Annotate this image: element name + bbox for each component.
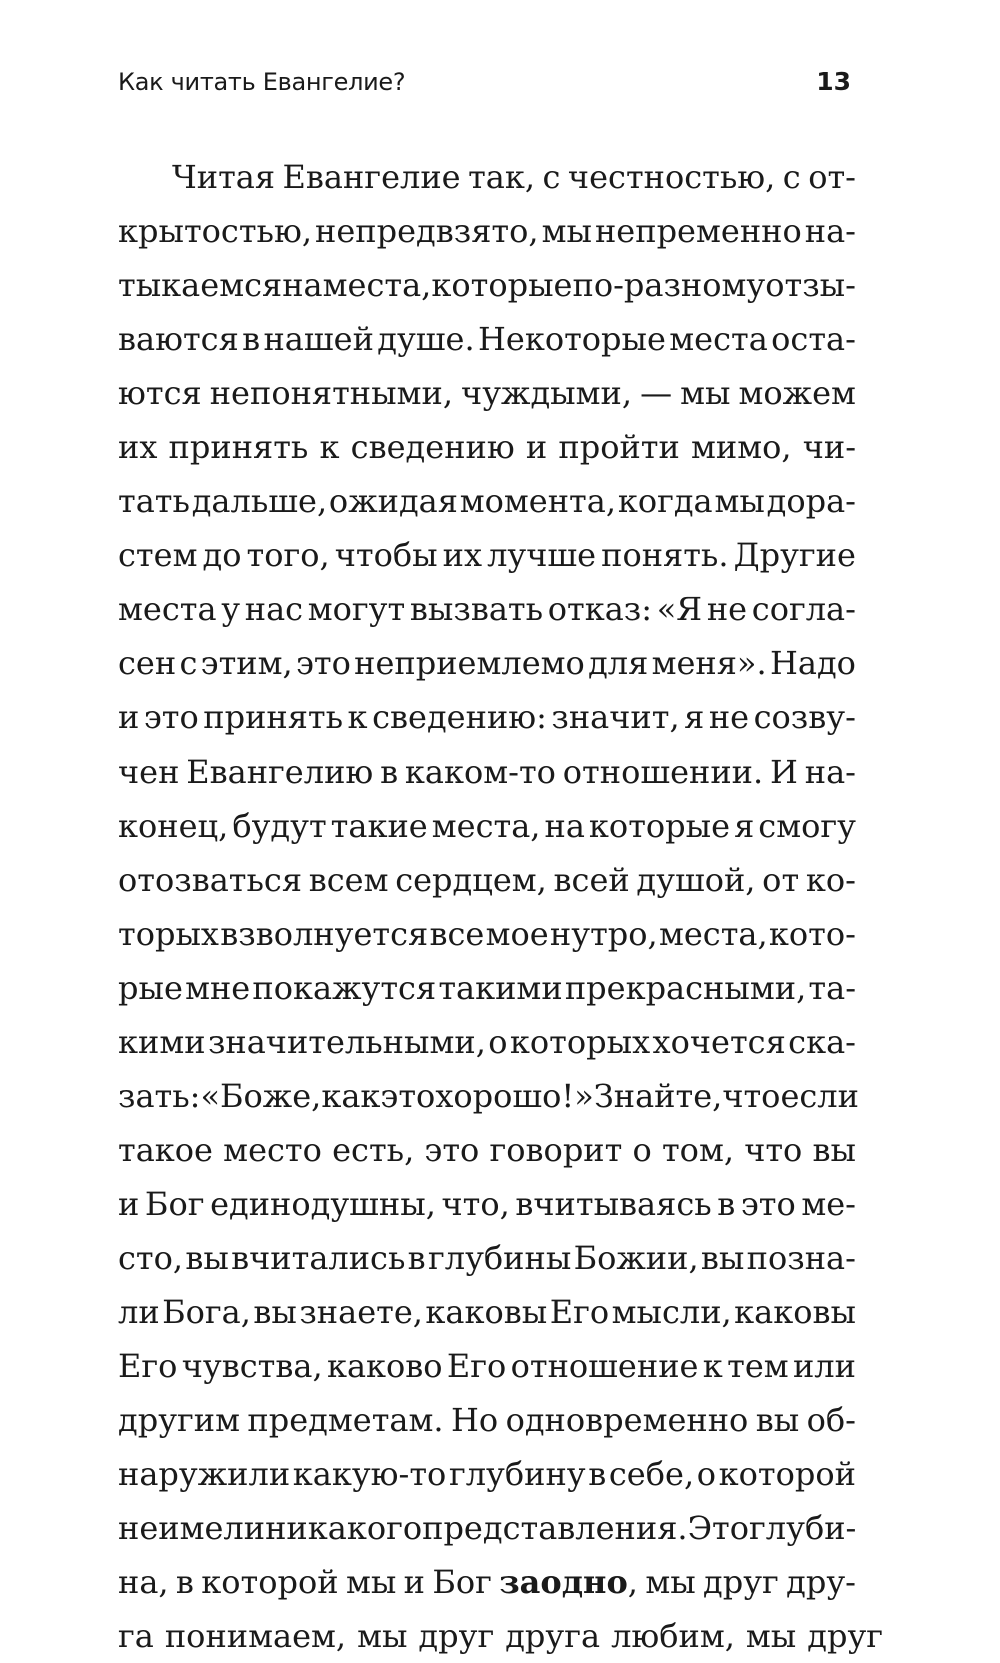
word: друга xyxy=(505,1617,601,1656)
page-number: 13 xyxy=(816,67,851,96)
word: мы xyxy=(645,1563,696,1602)
word: га xyxy=(118,1617,154,1656)
word: каковы xyxy=(425,1292,548,1331)
word: значительными, xyxy=(207,1022,486,1061)
word: все xyxy=(429,914,485,953)
word: никакого xyxy=(265,1509,423,1548)
word: Надо xyxy=(769,644,856,683)
word: Другие xyxy=(733,536,856,575)
word: мое xyxy=(485,914,549,953)
word: крытостью, xyxy=(118,212,312,251)
word: об- xyxy=(806,1401,856,1440)
word: на- xyxy=(804,212,856,251)
word: сердцем, xyxy=(395,860,547,899)
text-line xyxy=(118,1285,856,1339)
text-line xyxy=(118,907,856,961)
word: тыкаемся xyxy=(118,266,283,305)
word: и xyxy=(525,428,548,467)
word: для xyxy=(588,644,649,683)
word: Евангелию xyxy=(186,752,374,791)
word: момента, xyxy=(459,482,616,521)
word: их xyxy=(118,428,158,467)
word: места, xyxy=(658,914,768,953)
word: глубины xyxy=(427,1238,572,1277)
word: на xyxy=(544,806,585,845)
word: Но xyxy=(450,1401,499,1440)
word: к xyxy=(319,428,340,467)
word: в xyxy=(407,1238,426,1277)
word: любим, xyxy=(611,1617,735,1656)
word: позна- xyxy=(746,1238,856,1277)
running-head xyxy=(118,62,851,102)
word: предметам. xyxy=(247,1401,444,1440)
text-line xyxy=(118,745,856,799)
word: дальше, xyxy=(191,482,328,521)
word: непредвзято, xyxy=(315,212,539,251)
body-text xyxy=(118,150,884,1663)
text-line xyxy=(118,366,856,420)
word: от- xyxy=(808,158,856,196)
word: Евангелие xyxy=(282,158,461,196)
word: отзы- xyxy=(765,266,856,305)
word: покажутся xyxy=(252,968,437,1007)
word: друг xyxy=(703,1563,779,1602)
word: мы xyxy=(745,1617,797,1656)
word: нутро, xyxy=(549,914,658,953)
text-line xyxy=(118,528,856,582)
word: такие xyxy=(330,806,428,845)
word: вчитываясь xyxy=(515,1184,712,1223)
word: принять xyxy=(168,428,309,467)
word: вызвать xyxy=(409,590,544,629)
word: этим, xyxy=(200,644,293,683)
word: ска- xyxy=(788,1022,856,1061)
word: Бог xyxy=(432,1563,492,1602)
word: Его xyxy=(446,1347,507,1386)
word: чен xyxy=(118,752,180,791)
text-line xyxy=(118,961,856,1015)
text-line xyxy=(118,1069,859,1123)
word: чи- xyxy=(802,428,856,467)
word: это xyxy=(380,1076,436,1115)
word: на- xyxy=(804,752,856,791)
word: которые xyxy=(431,266,573,305)
text-line xyxy=(118,1501,856,1555)
word: я xyxy=(684,698,705,737)
word: рые xyxy=(118,968,183,1007)
word: чуждыми, xyxy=(461,374,633,413)
word: непременно xyxy=(594,212,802,251)
word: отношении. xyxy=(562,752,764,791)
word: мне xyxy=(185,968,251,1007)
word: имели xyxy=(158,1509,266,1548)
word: другим xyxy=(118,1401,240,1440)
word: всем xyxy=(308,860,389,899)
word: отозваться xyxy=(118,860,303,899)
word: которой xyxy=(718,1455,856,1494)
word: Знайте, xyxy=(593,1076,723,1115)
word: знаете, xyxy=(299,1292,423,1331)
word: на xyxy=(282,266,323,305)
text-line xyxy=(118,150,856,204)
word: сен xyxy=(118,644,177,683)
word: хорошо!» xyxy=(435,1076,594,1115)
word: конец, xyxy=(118,806,229,845)
word: Бог xyxy=(144,1184,205,1223)
word: того, xyxy=(246,536,330,575)
text-line xyxy=(118,1447,856,1501)
running-title: Как читать Евангелие? xyxy=(118,68,406,96)
word: о xyxy=(488,1022,508,1061)
text-line xyxy=(118,582,856,636)
word: зать: xyxy=(118,1076,201,1115)
word: принять xyxy=(203,698,344,737)
word: которых xyxy=(509,1022,651,1061)
word: их xyxy=(442,536,483,575)
text-line xyxy=(118,1393,856,1447)
word: от xyxy=(762,860,800,899)
word: вы xyxy=(755,1401,800,1440)
word: кими xyxy=(118,1022,206,1061)
emphasized-word: заодно xyxy=(499,1563,628,1602)
word: это xyxy=(424,1130,480,1169)
word: и xyxy=(118,1184,140,1223)
word: мысли, xyxy=(611,1292,732,1331)
word: чувства, xyxy=(181,1347,323,1386)
word: себе, xyxy=(608,1455,695,1494)
text-line xyxy=(118,204,856,258)
word: к xyxy=(347,698,368,737)
word: ожидая xyxy=(328,482,458,521)
word: это xyxy=(295,644,351,683)
word: хочется xyxy=(652,1022,786,1061)
text-line xyxy=(118,1339,856,1393)
word: ваются xyxy=(118,320,239,359)
word: места, xyxy=(431,806,541,845)
word: сведению: xyxy=(372,698,547,737)
word: места xyxy=(118,590,217,629)
text-line xyxy=(118,1609,884,1663)
text-line xyxy=(118,636,856,690)
word: отношение xyxy=(510,1347,699,1386)
word: не xyxy=(706,590,748,629)
word: «Я xyxy=(656,590,703,629)
word: тать xyxy=(118,482,190,521)
word: места, xyxy=(322,266,432,305)
word: душой, xyxy=(636,860,756,899)
word: созву- xyxy=(753,698,856,737)
word: друг xyxy=(807,1617,884,1656)
word: смогу xyxy=(758,806,856,845)
word: представления. xyxy=(422,1509,688,1548)
word: одновременно xyxy=(505,1401,749,1440)
word: стем xyxy=(118,536,198,575)
word: неприемлемо xyxy=(354,644,585,683)
word: место xyxy=(223,1130,322,1169)
word: это xyxy=(740,1184,796,1223)
word: Божии, xyxy=(573,1238,699,1277)
word: что xyxy=(744,1130,803,1169)
word: всей xyxy=(553,860,630,899)
word: можем xyxy=(738,374,856,413)
word: о xyxy=(696,1455,716,1494)
word: по-разному xyxy=(572,266,766,305)
word: в xyxy=(175,1563,194,1602)
word: которые xyxy=(588,806,731,845)
word: когда xyxy=(617,482,713,521)
word: кото- xyxy=(768,914,856,953)
word: Его xyxy=(118,1347,178,1386)
word: с xyxy=(179,644,198,683)
word: сто, xyxy=(118,1238,184,1277)
word: глубину xyxy=(448,1455,586,1494)
word: Это xyxy=(687,1509,750,1548)
word: прекрасными, xyxy=(564,968,807,1007)
word: говорит xyxy=(489,1130,623,1169)
word: сведению xyxy=(350,428,515,467)
word: торых xyxy=(118,914,219,953)
word: тем xyxy=(727,1347,789,1386)
word: согла- xyxy=(751,590,856,629)
text-line xyxy=(118,1231,856,1285)
word: вы xyxy=(185,1238,229,1277)
text-line xyxy=(118,474,856,528)
word: могут xyxy=(307,590,406,629)
word: непонятными, xyxy=(209,374,453,413)
word: будут xyxy=(232,806,327,845)
word: глуби- xyxy=(749,1509,857,1548)
word: заодно, xyxy=(499,1555,638,1609)
word: до xyxy=(202,536,242,575)
word: с xyxy=(542,158,561,196)
text-line xyxy=(118,1123,856,1177)
word: дру- xyxy=(786,1563,856,1602)
word: вы xyxy=(700,1238,745,1277)
word: места xyxy=(669,320,768,359)
word: и xyxy=(403,1563,425,1602)
text-line xyxy=(118,1015,856,1069)
text-line xyxy=(118,258,856,312)
word: ли xyxy=(118,1292,160,1331)
word: «Боже, xyxy=(200,1076,322,1115)
word: мы xyxy=(680,374,731,413)
word: к xyxy=(702,1347,723,1386)
word: лучше xyxy=(487,536,597,575)
text-line xyxy=(118,799,856,853)
word: какую-то xyxy=(292,1455,447,1494)
word: оста- xyxy=(771,320,856,359)
word: которой xyxy=(201,1563,339,1602)
word: ко- xyxy=(805,860,856,899)
word: что xyxy=(722,1076,781,1115)
word: в xyxy=(588,1455,607,1494)
word: каковы xyxy=(734,1292,856,1331)
word: не xyxy=(708,698,750,737)
text-line xyxy=(118,312,856,366)
word: та- xyxy=(808,968,856,1007)
text-line xyxy=(118,1177,856,1231)
text-line xyxy=(118,690,856,744)
word: как xyxy=(321,1076,381,1115)
word: или xyxy=(792,1347,856,1386)
word: я xyxy=(734,806,755,845)
text-line xyxy=(118,1555,856,1609)
word: И xyxy=(770,752,798,791)
word: что, xyxy=(441,1184,510,1223)
word: Некоторые xyxy=(477,320,666,359)
word: честностью, xyxy=(567,158,776,196)
word: нас xyxy=(244,590,304,629)
word: единодушны, xyxy=(210,1184,436,1223)
word: значит, xyxy=(551,698,680,737)
word: такое xyxy=(118,1130,213,1169)
word: пройти xyxy=(558,428,680,467)
word: есть, xyxy=(332,1130,415,1169)
word: Его xyxy=(549,1292,610,1331)
word: меня». xyxy=(651,644,767,683)
word: друг xyxy=(418,1617,495,1656)
word: у xyxy=(221,590,241,629)
word: чтобы xyxy=(334,536,438,575)
word: если xyxy=(780,1076,859,1115)
word: нашей xyxy=(263,320,374,359)
word: это xyxy=(143,698,199,737)
word: с xyxy=(782,158,801,196)
word: ме- xyxy=(801,1184,856,1223)
word: дора- xyxy=(766,482,856,521)
word: мы xyxy=(345,1563,397,1602)
word: понимаем, xyxy=(164,1617,347,1656)
word: — xyxy=(640,374,673,413)
word: наружили xyxy=(118,1455,291,1494)
word: о xyxy=(632,1130,652,1169)
text-line xyxy=(118,420,856,474)
word: мимо, xyxy=(690,428,792,467)
word: не xyxy=(118,1509,159,1548)
word: том, xyxy=(661,1130,734,1169)
word: мы xyxy=(714,482,765,521)
word: в xyxy=(380,752,399,791)
word: вчитались xyxy=(231,1238,406,1277)
word: в xyxy=(242,320,261,359)
word: Бога, xyxy=(162,1292,251,1331)
word: отказ: xyxy=(547,590,653,629)
text-line xyxy=(118,853,856,907)
word: вы xyxy=(812,1130,856,1169)
word: так, xyxy=(468,158,536,196)
word: вы xyxy=(253,1292,297,1331)
word: мы xyxy=(357,1617,408,1656)
word: такими xyxy=(438,968,563,1007)
word: каково xyxy=(326,1347,443,1386)
word: в xyxy=(717,1184,736,1223)
word: каком-то xyxy=(404,752,556,791)
word: на, xyxy=(118,1563,169,1602)
word: взволнуется xyxy=(220,914,429,953)
word: мы xyxy=(541,212,592,251)
word: душе. xyxy=(377,320,475,359)
word: ются xyxy=(118,374,202,413)
word: Читая xyxy=(172,158,276,196)
word: понять. xyxy=(601,536,729,575)
word: и xyxy=(118,698,140,737)
